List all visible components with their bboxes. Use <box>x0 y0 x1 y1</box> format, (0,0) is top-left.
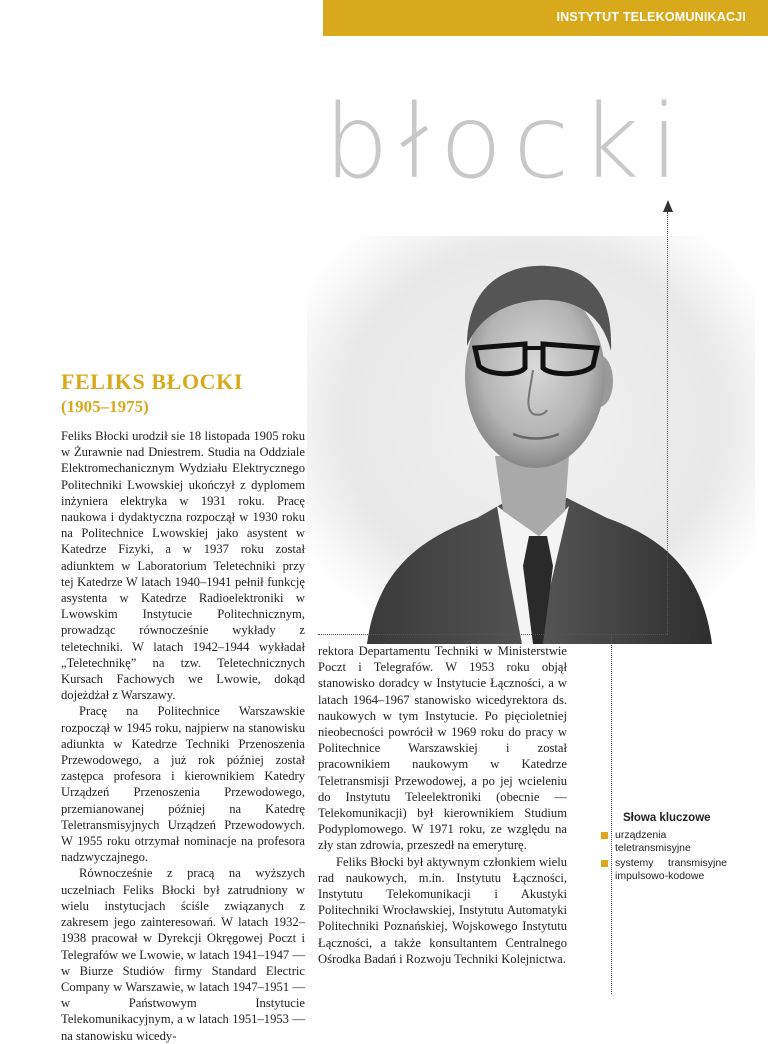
keyword-text: urządzenia teletransmisyjne <box>615 829 691 854</box>
header-label: INSTYTUT TELEKOMUNIKACJI <box>556 10 746 24</box>
arrow-up-icon <box>663 200 673 212</box>
square-bullet-icon <box>601 860 608 867</box>
keyword-item <box>601 857 727 882</box>
header-band <box>323 0 768 36</box>
paragraph: Feliks Błocki urodził sie 18 listopada 1905 roku w Żurawnie nad Dniestrem. Studia na Oddziale Elektromechanicznym Wydziału Elektrycznego Politechniki Lwowskiej ukończył z dyplomem inżyniera elektryka w 1931 roku. Pracę naukowa i dydaktyczna rozpoczął w 1930 roku na Politechnice Lwowskiej jako asystent w Katedrze Fizyki, a w 1937 roku został adiunktem w Laboratorium Teletechniki przy tej Katedrze W latach 1940–1941 pełnił funkcję asystenta w Katedrze Radioelektroniki w Lwowskim Instytucie Politechnicznym, prowadząc równocześnie wykłady z teletechniki. W latach 1942–1944 wykładał „Teletechnikę” na tzw. Teletechnicznych Kursach Fachowych we Lwowie, dokąd dojeżdżał z Warszawy. <box>61 429 305 703</box>
keywords-title: Słowa kluczowe <box>623 812 711 824</box>
hero-word: błocki <box>324 83 690 202</box>
body-column-1 <box>61 428 305 1044</box>
square-bullet-icon <box>601 832 608 839</box>
person-name: FELIKS BŁOCKI <box>61 369 244 394</box>
paragraph: Feliks Błocki był aktywnym członkiem wielu rad naukowych, m.in. Instytutu Łączności, Instytutu Telekomunikacji i Akustyki Politechniki Wrocławskiej, Instytutu Automatyki Politechniki Poznańskiej, Wojskowego Instytutu Łączności, a także konsultantem Centralnego Ośrodka Badań i Rozwoju Techniki Kolejnictwa. <box>318 854 567 966</box>
dotted-connector-horizontal <box>318 634 668 635</box>
dotted-connector-vertical <box>667 212 668 634</box>
body-column-2 <box>318 643 567 967</box>
paragraph: rektora Departamentu Techniki w Ministerstwie Poczt i Telegrafów. W 1953 roku objął stanowisko doradcy w Instytucie Łączności, a w latach 1964–1967 stanowisko wicedyrektora ds. naukowych w tym Instytucie. Po pięcioletniej nieobecności powrócił w 1969 roku do pracy w Politechnice Warszawskiej i został pracownikiem naukowym w Katedrze Teletransmisji Przewodowej, a po jej wcieleniu do Instytutu Teleelektroniki (obecnie — Telekomunikacji) był kierownikiem Studium Podyplomowego. W 1971 roku, ze względu na zły stan zdrowia, przeszedł na emeryturę. <box>318 644 567 853</box>
keywords-list <box>601 829 727 885</box>
portrait-photo <box>307 236 755 644</box>
paragraph: Pracę na Politechnice Warszawskie rozpoczął w 1945 roku, najpierw na stanowisku adiunkta w Katedrze Techniki Przenoszenia Przewodowego, a już rok później został zastępca profesora i kierownikiem Katedry Urządzeń Przenoszenia Przewodowego, przemianowanej później na Katedrę Teletransmisyjnych Urządzeń Przewodowych. W 1955 roku otrzymał nominacje na profesora nadzwyczajnego. <box>61 704 305 865</box>
keyword-text: systemy transmisyjne impulsowo-kodowe <box>615 857 727 882</box>
keyword-item <box>601 829 727 854</box>
person-years: (1905–1975) <box>61 397 149 416</box>
dotted-column-divider <box>611 636 612 994</box>
paragraph: Równocześnie z pracą na wyższych uczelniach Feliks Błocki był zatrudniony w wielu instytucjach ściśle związanych z zakresem jego zainteresowań. W latach 1932–1938 pracował w Dyrekcji Okręgowej Poczt i Telegrafów we Lwowie, w latach 1941–1947 — w Biurze Studiów firmy Standard Electric Company w Warszawie, w latach 1947–1951 — w Państwowym Instytucie Telekomunikacyjnym, a w latach 1951–1953 — na stanowisku wicedy- <box>61 866 305 1043</box>
